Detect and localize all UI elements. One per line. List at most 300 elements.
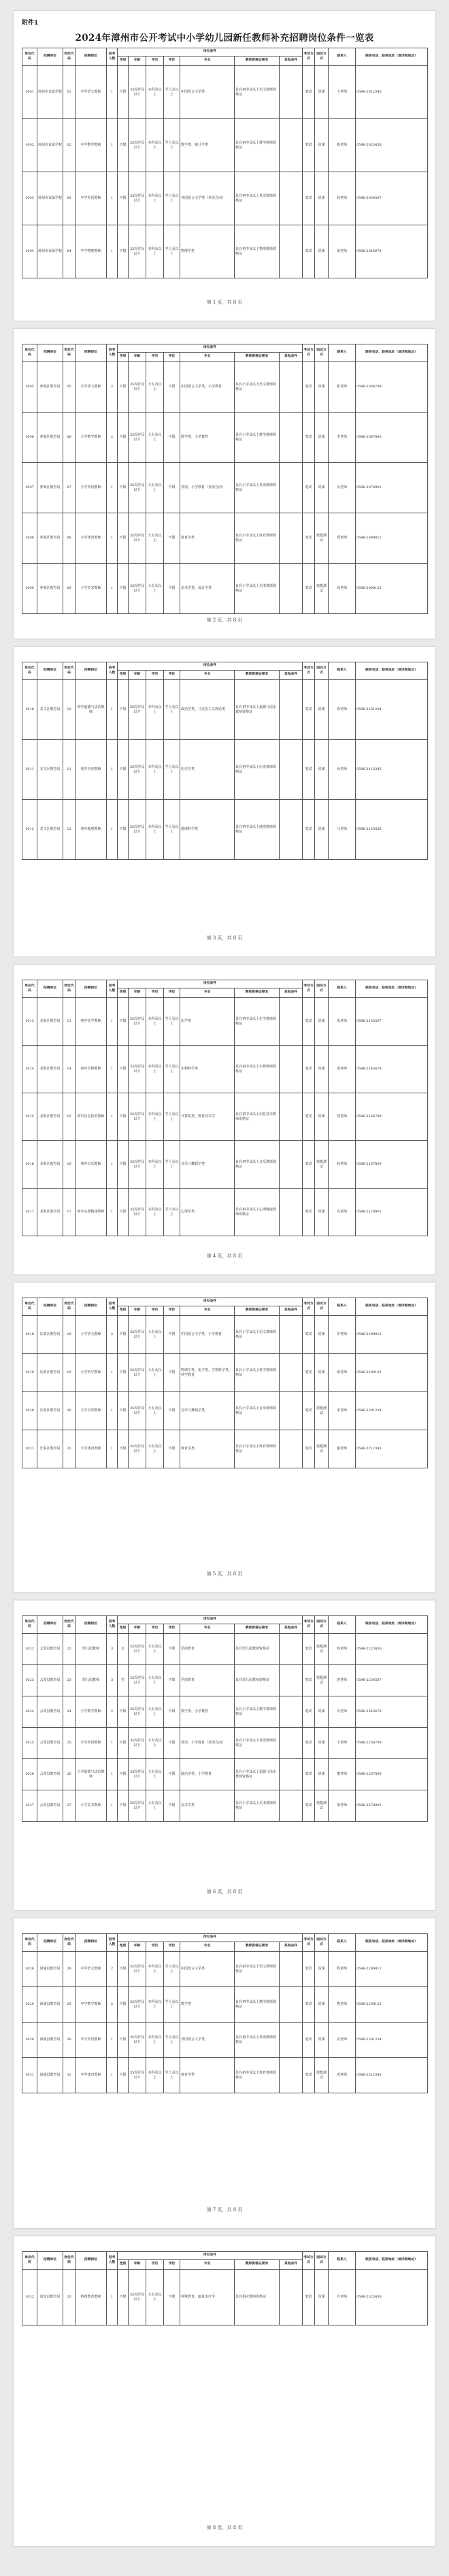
table-cell: 具有初中及以上音乐教师资格证 <box>235 1141 280 1189</box>
header-cell: 学位 <box>164 1624 180 1634</box>
table-cell: 0596-2156789 <box>356 1093 428 1141</box>
table-cell: 0596-2223456 <box>356 1634 428 1665</box>
table-cell: 技能测试 <box>315 2058 329 2093</box>
header-cell: 招聘单位 <box>37 2252 63 2270</box>
table-cell: 数学类、小学教育 <box>180 413 235 463</box>
table-cell: 林老师 <box>329 172 356 225</box>
table-cell: 19 <box>63 1354 76 1392</box>
table-cell <box>280 2270 303 2325</box>
table-cell: 本科及以上 <box>146 680 164 740</box>
table-cell: 特殊教育、康复治疗学 <box>180 2270 235 2325</box>
table-cell: 具有初中及以上历史教师资格证 <box>235 740 280 800</box>
table-cell: 具有小学及以上美术教师资格证 <box>235 1790 280 1822</box>
table-cell: 本科及以上 <box>146 119 164 172</box>
table-cell: 笔试 <box>303 2023 315 2058</box>
table-cell: 1021 <box>22 1430 37 1468</box>
table-cell: 孙老师 <box>329 740 356 800</box>
table-cell: 说课 <box>315 1696 329 1728</box>
header-cell: 联系电话、联系地址（或详细地址） <box>356 344 428 362</box>
table-cell: 大专及以上 <box>146 513 164 564</box>
table-row <box>22 564 428 614</box>
table-cell: 不限 <box>118 564 129 614</box>
table-row <box>22 1189 428 1236</box>
table-cell: 笔试 <box>303 463 315 513</box>
table-cell: 小学科学教师 <box>76 1354 107 1392</box>
table-cell: 大专及以上 <box>146 564 164 614</box>
table-cell: 2 <box>107 1952 118 1987</box>
table-cell: 袁老师 <box>329 2023 356 2058</box>
table-row <box>22 740 428 800</box>
header-cell: 招聘岗位 <box>76 344 107 362</box>
table-cell: 1028 <box>22 1952 37 1987</box>
table-cell: 不限 <box>164 1759 180 1790</box>
table-cell: 1027 <box>22 1790 37 1822</box>
table-cell: 吴老师 <box>329 463 356 513</box>
table-row <box>22 1354 428 1392</box>
table-cell: 龙海区教育局 <box>37 1046 63 1093</box>
table-cell: 初中信息技术教师 <box>76 1093 107 1141</box>
table-cell: 不限 <box>118 1354 129 1392</box>
table-cell: 具有小学及以上语文教师资格证 <box>235 362 280 413</box>
table-cell: 1 <box>107 225 118 278</box>
table-cell: 云霄县教育局 <box>37 1759 63 1790</box>
header-cell: 学位 <box>164 57 180 66</box>
table-row <box>22 172 428 225</box>
header-cell: 单位代码 <box>22 662 37 680</box>
table-cell: 女 <box>118 1634 129 1665</box>
header-cell: 单位代码 <box>22 344 37 362</box>
table-cell: 中学数学教师 <box>76 1987 107 2023</box>
table-cell: 马老师 <box>329 800 356 860</box>
table-cell: 2 <box>107 1987 118 2023</box>
header-cell: 招聘单位 <box>37 1298 63 1316</box>
header-cell: 其他条件 <box>280 1306 303 1316</box>
table-cell: 不限 <box>118 1952 129 1987</box>
table-cell: 35周岁及以下 <box>129 413 146 463</box>
table-cell: 笔试 <box>303 1728 315 1759</box>
table-cell: 学士及以上 <box>164 1046 180 1093</box>
table-row <box>22 66 428 119</box>
table-cell: 26 <box>63 1759 76 1790</box>
table-cell: 1001 <box>22 66 37 119</box>
table-cell: 体育学类 <box>180 513 235 564</box>
table-cell: 学士及以上 <box>164 1987 180 2023</box>
table-cell: 0596-2245678 <box>356 1696 428 1728</box>
table-cell: 小学体育教师 <box>76 513 107 564</box>
table-cell: 35周岁及以下 <box>129 1316 146 1354</box>
header-cell: 联系电话、联系地址（或详细地址） <box>356 1298 428 1316</box>
table-cell: 笔试 <box>303 1316 315 1354</box>
table-cell: 具有小学及以上数学教师资格证 <box>235 413 280 463</box>
table-cell <box>280 1759 303 1790</box>
table-cell: 漳浦县教育局 <box>37 1987 63 2023</box>
table-cell: 05 <box>63 362 76 413</box>
table-cell: 具有初中及以上英语教师资格证 <box>235 172 280 225</box>
table-cell: 本科及以上 <box>146 1952 164 1987</box>
table-row <box>22 800 428 860</box>
header-cell: 年龄 <box>129 57 146 66</box>
table-cell: 技能测试 <box>315 1392 329 1430</box>
table-row <box>22 1634 428 1665</box>
table-cell: 27 <box>63 1790 76 1822</box>
table-cell: 美术学类、设计学类 <box>180 564 235 614</box>
table-cell: 学士及以上 <box>164 800 180 860</box>
header-group-cell: 岗位条件 <box>118 344 303 353</box>
table-cell: 35周岁及以下 <box>129 225 146 278</box>
table-cell: 说课 <box>315 1354 329 1392</box>
table-cell: 化学类 <box>180 998 235 1046</box>
table-cell: 09 <box>63 564 76 614</box>
table-cell: 具有幼儿园教师资格证 <box>235 1634 280 1665</box>
table-cell: 35周岁及以下 <box>129 564 146 614</box>
table-cell: 技能测试 <box>315 1790 329 1822</box>
table-cell <box>280 1354 303 1392</box>
positions-table <box>22 1933 428 2093</box>
header-cell: 联系电话、联系地址（或详细地址） <box>356 1616 428 1634</box>
header-cell: 专业 <box>180 988 235 998</box>
table-cell: 35周岁及以下 <box>129 172 146 225</box>
table-cell: 1013 <box>22 998 37 1046</box>
table-cell: 本科及以上 <box>146 800 164 860</box>
header-cell: 学历 <box>146 2260 164 2270</box>
table-cell: 本科及以上 <box>146 172 164 225</box>
table-cell: 1014 <box>22 1046 37 1093</box>
header-cell: 年龄 <box>129 353 146 362</box>
table-cell: 1029 <box>22 1987 37 2023</box>
table-cell: 1004 <box>22 225 37 278</box>
header-cell: 招聘单位 <box>37 1616 63 1634</box>
table-cell: 政治学类、小学教育 <box>180 1759 235 1790</box>
table-cell: 不限 <box>118 1430 129 1468</box>
table-cell: 生物科学类 <box>180 1046 235 1093</box>
page-3 <box>14 647 435 956</box>
table-cell: 笔试 <box>303 564 315 614</box>
header-cell: 学历 <box>146 988 164 998</box>
header-cell: 性别 <box>118 2260 129 2270</box>
header-cell: 招聘岗位 <box>76 1616 107 1634</box>
table-cell: 具有初中及以上心理健康教师资格证 <box>235 1189 280 1236</box>
table-row <box>22 362 428 413</box>
table-cell: 具有初中及以上语文教师资格证 <box>235 66 280 119</box>
table-cell: 云霄县教育局 <box>37 1728 63 1759</box>
table-cell: 11 <box>63 740 76 800</box>
table-cell: 学士及以上 <box>164 2023 180 2058</box>
table-cell: 0596-2290123 <box>356 1987 428 2023</box>
table-cell: 不限 <box>164 1696 180 1728</box>
table-cell: 英语、小学教育（英语方向） <box>180 463 235 513</box>
table-cell: 说课 <box>315 680 329 740</box>
table-cell: 漳州市直属学校 <box>37 66 63 119</box>
table-cell: 萧老师 <box>329 1790 356 1822</box>
header-cell: 学历 <box>146 1942 164 1952</box>
table-cell: 学士及以上 <box>164 119 180 172</box>
table-cell: 1020 <box>22 1392 37 1430</box>
table-cell: 学前教育 <box>180 1634 235 1665</box>
table-cell: 23 <box>63 1665 76 1696</box>
table-cell: 说课 <box>315 463 329 513</box>
table-cell: 35周岁及以下 <box>129 1952 146 1987</box>
table-cell: 说课 <box>315 1093 329 1141</box>
table-row <box>22 1696 428 1728</box>
table-cell: 具有小学及以上音乐教师资格证 <box>235 1392 280 1430</box>
table-cell: 龙文区教育局 <box>37 740 63 800</box>
table-cell: 35周岁及以下 <box>129 2270 146 2325</box>
table-cell: 不限 <box>118 1046 129 1093</box>
page-footer: 第 6 页，共 8 页 <box>206 1889 243 1895</box>
page-2 <box>14 329 435 639</box>
table-cell: 徐老师 <box>329 680 356 740</box>
table-cell: 不限 <box>118 1093 129 1141</box>
table-cell: 初中道德与法治教师 <box>76 680 107 740</box>
table-cell <box>280 1046 303 1093</box>
table-cell: 笔试 <box>303 225 315 278</box>
table-row <box>22 2058 428 2093</box>
table-cell: 不限 <box>118 463 129 513</box>
table-cell: 不限 <box>118 680 129 740</box>
table-cell: 具有初中及以上化学教师资格证 <box>235 998 280 1046</box>
header-group-cell: 岗位条件 <box>118 1298 303 1306</box>
table-cell: 1 <box>107 1046 118 1093</box>
table-cell: 大专及以上 <box>146 1696 164 1728</box>
table-cell <box>280 1316 303 1354</box>
table-cell: 1 <box>107 1728 118 1759</box>
positions-table <box>22 1615 428 1822</box>
table-cell: 不限 <box>118 998 129 1046</box>
table-cell: 1 <box>107 1141 118 1189</box>
table-cell: 说课 <box>315 413 329 463</box>
table-cell: 音乐与舞蹈学类 <box>180 1141 235 1189</box>
table-cell: 本科及以上 <box>146 2058 164 2093</box>
positions-table <box>22 344 428 614</box>
header-cell: 专业 <box>180 671 235 680</box>
table-cell: 具有初中及以上生物教师资格证 <box>235 1046 280 1093</box>
header-cell: 学位 <box>164 1942 180 1952</box>
table-cell: 历史学类 <box>180 740 235 800</box>
table-cell <box>280 225 303 278</box>
table-cell: 不限 <box>118 66 129 119</box>
table-cell: 具有初中及以上信息技术教师资格证 <box>235 1093 280 1141</box>
table-cell: 35周岁及以下 <box>129 1728 146 1759</box>
table-cell: 中国语言文学类 <box>180 66 235 119</box>
table-cell: 笔试 <box>303 998 315 1046</box>
header-cell: 教师资格证要求 <box>235 2260 280 2270</box>
page-footer: 第 4 页，共 8 页 <box>206 1253 243 1259</box>
table-cell: 于老师 <box>329 1728 356 1759</box>
table-cell: 不限 <box>118 1141 129 1189</box>
table-cell: 32 <box>63 2270 76 2325</box>
table-cell: 中学英语教师 <box>76 172 107 225</box>
header-cell: 性别 <box>118 988 129 998</box>
table-cell: 笔试 <box>303 362 315 413</box>
page-7 <box>14 1918 435 2228</box>
table-cell: 0596-2301234 <box>356 2023 428 2058</box>
table-cell: 大专及以上 <box>146 463 164 513</box>
table-cell: 不限 <box>164 463 180 513</box>
page-footer: 第 8 页，共 8 页 <box>206 2525 243 2530</box>
table-cell: 中学体育教师 <box>76 2058 107 2093</box>
header-cell: 考试方式 <box>303 48 315 66</box>
table-cell: 1 <box>107 513 118 564</box>
table-cell: 音乐与舞蹈学类 <box>180 1392 235 1430</box>
table-cell: 云霄县教育局 <box>37 1696 63 1728</box>
table-cell: 男 <box>118 1665 129 1696</box>
table-cell: 不限 <box>118 2270 129 2325</box>
table-cell: 35周岁及以下 <box>129 1392 146 1430</box>
header-cell: 岗位代码 <box>63 980 76 998</box>
table-cell: 董老师 <box>329 1759 356 1790</box>
table-cell: 1012 <box>22 800 37 860</box>
table-cell: 0596-2278901 <box>356 1790 428 1822</box>
header-cell: 单位代码 <box>22 1934 37 1952</box>
table-cell: 说课 <box>315 1987 329 2023</box>
table-cell: 0596-2067890 <box>356 413 428 463</box>
table-cell: 小学音乐教师 <box>76 1392 107 1430</box>
header-cell: 招聘单位 <box>37 48 63 66</box>
table-cell: 小学数学教师 <box>76 1696 107 1728</box>
table-cell: 陈老师 <box>329 119 356 172</box>
table-cell: 芗城区教育局 <box>37 513 63 564</box>
table-row <box>22 1987 428 2023</box>
table-cell: 黄老师 <box>329 225 356 278</box>
table-cell: 龙文区教育局 <box>37 680 63 740</box>
table-cell: 幼儿园教师 <box>76 1634 107 1665</box>
table-cell: 不限 <box>118 413 129 463</box>
table-cell: 不限 <box>118 1316 129 1354</box>
table-cell: 地理科学类 <box>180 800 235 860</box>
table-cell: 35周岁及以下 <box>129 362 146 413</box>
header-cell: 其他条件 <box>280 353 303 362</box>
header-cell: 性别 <box>118 353 129 362</box>
table-cell: 28 <box>63 1952 76 1987</box>
table-cell: 06 <box>63 413 76 463</box>
header-cell: 考试方式 <box>303 980 315 998</box>
table-cell: 不限 <box>118 2023 129 2058</box>
table-cell: 具有初中及以上道德与法治教师资格证 <box>235 680 280 740</box>
header-cell: 性别 <box>118 1942 129 1952</box>
table-cell: 35周岁及以下 <box>129 1354 146 1392</box>
table-cell: 笔试 <box>303 800 315 860</box>
table-cell: 2 <box>107 1696 118 1728</box>
table-cell: 本科及以上 <box>146 998 164 1046</box>
page-footer: 第 1 页，共 8 页 <box>206 300 243 305</box>
table-cell: 笔试 <box>303 66 315 119</box>
header-cell: 专业 <box>180 1624 235 1634</box>
table-cell: 大专及以上 <box>146 1728 164 1759</box>
table-cell: 邓老师 <box>329 2058 356 2093</box>
table-row <box>22 513 428 564</box>
table-cell: 笔试 <box>303 1046 315 1093</box>
header-group-cell: 岗位条件 <box>118 1616 303 1624</box>
table-cell: 本科及以上 <box>146 1093 164 1141</box>
table-cell: 说课 <box>315 1316 329 1354</box>
table-cell: 美术学类 <box>180 1790 235 1822</box>
table-cell: 本科及以上 <box>146 225 164 278</box>
header-cell: 联系人 <box>329 48 356 66</box>
header-cell: 其他条件 <box>280 1942 303 1952</box>
table-cell: 小学美术教师 <box>76 1790 107 1822</box>
page-8 <box>14 2236 435 2546</box>
header-cell: 面试方式 <box>315 1298 329 1316</box>
table-row <box>22 1046 428 1093</box>
table-cell: 大专及以上 <box>146 1354 164 1392</box>
header-cell: 单位代码 <box>22 2252 37 2270</box>
table-cell <box>280 1987 303 2023</box>
table-cell: 具有小学及以上道德与法治教师资格证 <box>235 1759 280 1790</box>
table-cell: 1003 <box>22 172 37 225</box>
table-cell: 35周岁及以下 <box>129 680 146 740</box>
table-cell: 笔试 <box>303 413 315 463</box>
header-cell: 专业 <box>180 1942 235 1952</box>
table-cell: 0596-2078901 <box>356 463 428 513</box>
table-cell <box>280 1952 303 1987</box>
table-cell: 冯老师 <box>329 1696 356 1728</box>
table-cell: 22 <box>63 1634 76 1665</box>
table-cell: 具有初中及以上数学教师资格证 <box>235 1987 280 2023</box>
table-cell: 本科及以上 <box>146 66 164 119</box>
header-cell: 面试方式 <box>315 48 329 66</box>
table-cell: 学士及以上 <box>164 1141 180 1189</box>
table-cell: 笔试 <box>303 1354 315 1392</box>
table-cell: 龙海区教育局 <box>37 1141 63 1189</box>
table-cell: 1031 <box>22 2058 37 2093</box>
table-cell: 笔试 <box>303 1634 315 1665</box>
table-cell: 不限 <box>164 2270 180 2325</box>
table-cell: 笔试 <box>303 1093 315 1141</box>
table-row <box>22 463 428 513</box>
table-cell: 3 <box>107 1665 118 1696</box>
table-cell: 小学语文教师 <box>76 1316 107 1354</box>
table-row <box>22 1316 428 1354</box>
table-cell: 说课 <box>315 1189 329 1236</box>
table-cell: 说课 <box>315 362 329 413</box>
table-cell: 1005 <box>22 362 37 413</box>
header-row <box>22 2252 428 2260</box>
table-cell: 学士及以上 <box>164 66 180 119</box>
table-cell: 大专及以上 <box>146 1759 164 1790</box>
table-cell: 大专及以上 <box>146 1392 164 1430</box>
header-cell: 招聘岗位 <box>76 48 107 66</box>
table-cell: 30 <box>63 2023 76 2058</box>
header-group-cell: 岗位条件 <box>118 48 303 57</box>
document-title: 2024年漳州市公开考试中小学幼儿园新任教师补充招聘岗位条件一览表 <box>75 33 374 44</box>
positions-table <box>22 1298 428 1468</box>
table-cell: 芗城区教育局 <box>37 463 63 513</box>
header-cell: 招考人数 <box>107 1616 118 1634</box>
table-cell: 张老师 <box>329 362 356 413</box>
table-cell: 龙文区教育局 <box>37 800 63 860</box>
table-cell: 许老师 <box>329 2270 356 2325</box>
table-cell: 0596-2034567 <box>356 172 428 225</box>
table-cell <box>280 513 303 564</box>
table-cell: 大专及以上 <box>146 1665 164 1696</box>
table-cell: 1025 <box>22 1728 37 1759</box>
table-cell: 1 <box>107 172 118 225</box>
table-cell: 李老师 <box>329 413 356 463</box>
table-cell: 中学物理教师 <box>76 225 107 278</box>
header-cell: 学位 <box>164 353 180 362</box>
header-cell: 考试方式 <box>303 662 315 680</box>
table-cell: 1018 <box>22 1316 37 1354</box>
table-cell: 35周岁及以下 <box>129 119 146 172</box>
table-cell: 不限 <box>118 225 129 278</box>
table-cell: 郑老师 <box>329 513 356 564</box>
table-row <box>22 225 428 278</box>
header-cell: 面试方式 <box>315 344 329 362</box>
table-cell: 08 <box>63 513 76 564</box>
table-cell: 长泰区教育局 <box>37 1392 63 1430</box>
header-cell: 性别 <box>118 57 129 66</box>
table-cell: 具有小学及以上美术教师资格证 <box>235 564 280 614</box>
